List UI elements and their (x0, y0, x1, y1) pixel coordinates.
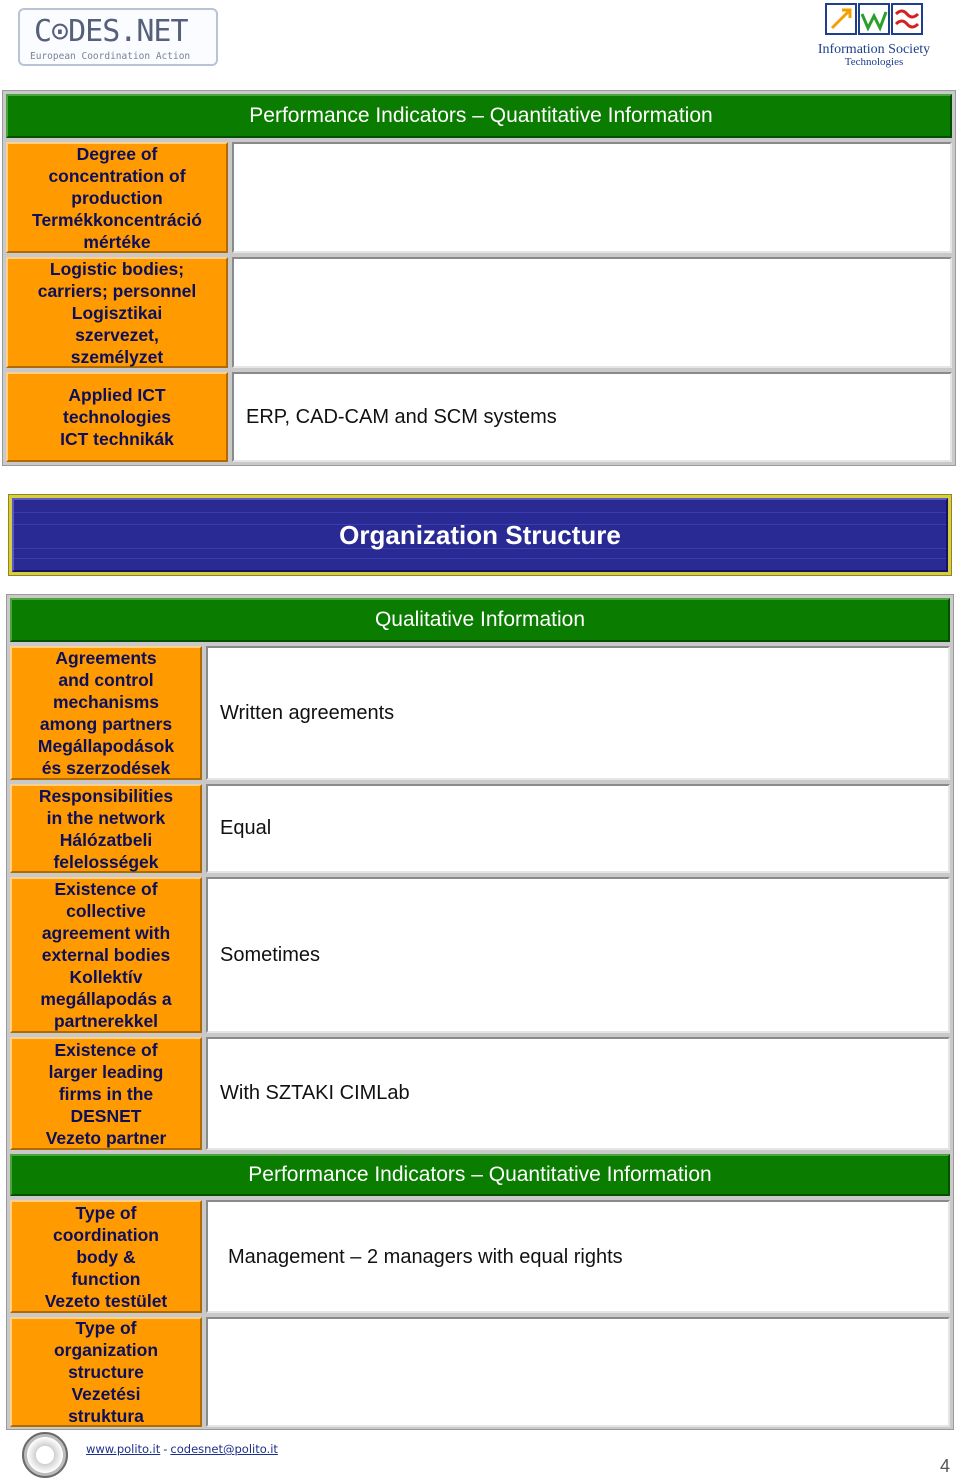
table-row-value (206, 1317, 950, 1427)
ist-logo (806, 2, 942, 68)
table-row-label: Type of coordination body & function Vezeto testület (10, 1200, 202, 1313)
table-row-label: Degree of concentration of production Termékkoncentráció mértéke (6, 142, 228, 253)
table-row-value: Written agreements (206, 646, 950, 780)
university-seal-icon (22, 1432, 68, 1478)
table-subheader-performance (10, 1154, 950, 1196)
table-header-performance (6, 94, 952, 138)
table-row-value (232, 142, 952, 253)
table-row-value: Equal (206, 784, 950, 873)
table-row-value: Management – 2 managers with equal rights (206, 1200, 950, 1313)
section-title-bar (12, 498, 948, 572)
ist-logo-icon (806, 2, 942, 42)
footer-separator: - (163, 1442, 168, 1456)
table-row-value: ERP, CAD-CAM and SCM systems (232, 372, 952, 462)
table-row-label: Logistic bodies; carriers; personnel Logisztikai szervezet, személyzet (6, 257, 228, 368)
footer-email-link[interactable]: codesnet@polito.it (170, 1442, 278, 1456)
page-number: 4 (939, 1456, 950, 1476)
table-row-label: Existence of collective agreement with external bodies Kollektív megállapodás a partnerekkel (10, 877, 202, 1033)
table-row-value: Sometimes (206, 877, 950, 1033)
table-header-label: Performance Indicators – Quantitative Information (249, 104, 713, 127)
table-header-qualitative (10, 598, 950, 642)
table-row-label: Agreements and control mechanisms among partners Megállapodások és szerzodések (10, 646, 202, 780)
table-row-label: Responsibilities in the network Hálózatbeli felelosségek (10, 784, 202, 873)
table-header-label: Qualitative Information (374, 608, 586, 631)
table-subheader-label: Performance Indicators – Quantitative Information (248, 1163, 712, 1186)
footer-links (86, 1442, 278, 1456)
table-row-value (232, 257, 952, 368)
table-row-label: Existence of larger leading firms in the DESNET Vezeto partner (10, 1037, 202, 1150)
table-row-label: Type of organization structure Vezetési struktura (10, 1317, 202, 1427)
codes-net-logo-text: C⊙DES.NET (34, 14, 188, 49)
ist-logo-title: Information Society (817, 42, 931, 57)
ist-logo-subtitle: Technologies (844, 56, 904, 68)
table-row-value: With SZTAKI CIMLab (206, 1037, 950, 1150)
footer-website-link[interactable]: www.polito.it (86, 1442, 161, 1456)
table-row-label: Applied ICT technologies ICT technikák (6, 372, 228, 462)
section-title: Organization Structure (339, 519, 621, 550)
codes-net-logo (18, 8, 218, 66)
codes-net-logo-tagline: European Coordination Action (30, 51, 191, 62)
